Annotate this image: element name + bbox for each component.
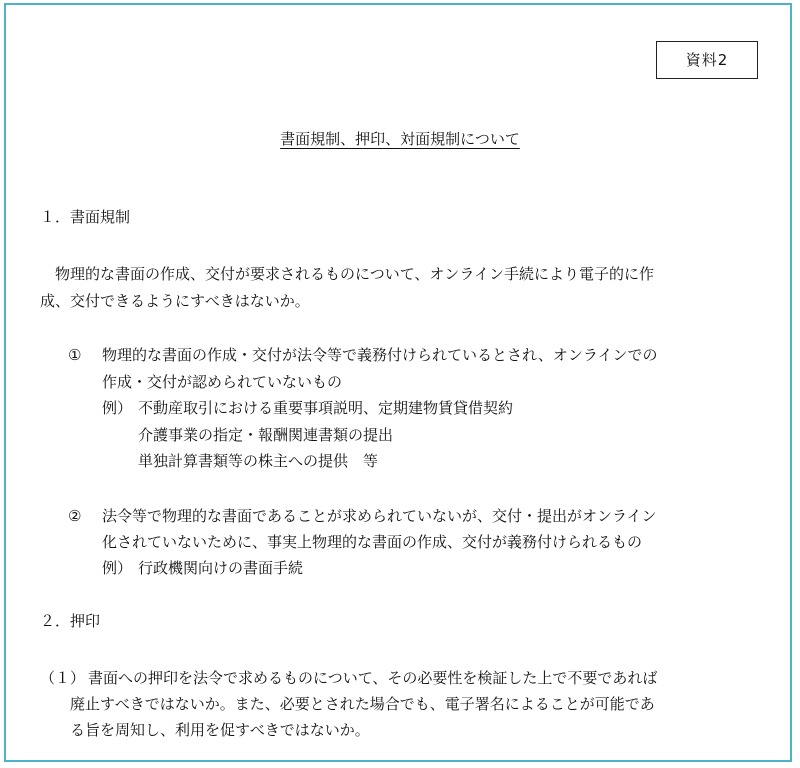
section2-item1-line-3: る旨を周知し、利用を促すべきではないか。 — [70, 721, 370, 739]
section1-item1-line-2: 作成・交付が認められていないもの — [102, 373, 343, 391]
section1-item2-example-1: 行政機関向けの書面手続 — [138, 559, 304, 577]
section1-item1-line-1: 物理的な書面の作成・交付が法令等で義務付けられているとされ、オンラインでの — [102, 346, 658, 364]
document-title — [0, 128, 800, 150]
section1-item1-example-2: 介護事業の指定・報酬関連書類の提出 — [138, 426, 394, 444]
section1-item2-line-2: 化されていないために、事実上物理的な書面の作成、交付が義務付けられるもの — [102, 533, 643, 551]
section1-heading: １．書面規制 — [40, 208, 131, 226]
section2-item1-marker: （１） — [40, 669, 86, 687]
section1-intro-line-1: 物理的な書面の作成、交付が要求されるものについて、オンライン手続により電子的に作 — [55, 265, 654, 283]
section1-item1-example-label: 例） — [102, 399, 133, 417]
section1-item1-example-1: 不動産取引における重要事項説明、定期建物賃貸借契約 — [138, 399, 514, 417]
section1-item1-example-3: 単独計算書類等の株主への提供 等 — [138, 452, 379, 470]
section2-item1-line-2: 廃止すべきではないか。また、必要とされた場合でも、電子署名によることが可能であ — [70, 695, 655, 713]
document-label-box: 資料2 — [656, 41, 758, 79]
section2-item1-line-1: 書面への押印を法令で求めるものについて、その必要性を検証した上で不要であれば — [88, 669, 658, 687]
section1-intro-line-2: 成、交付できるようにすべきはないか。 — [40, 292, 310, 310]
section1-item2-example-label: 例） — [102, 559, 133, 577]
document-title-text: 書面規制、押印、対面規制について — [280, 130, 520, 148]
section1-item2-line-1: 法令等で物理的な書面であることが求められていないが、交付・提出がオンライン — [102, 507, 657, 525]
section2-heading: ２．押印 — [40, 612, 101, 630]
section1-item2-marker: ② — [68, 507, 82, 525]
section1-item1-marker: ① — [68, 346, 82, 364]
